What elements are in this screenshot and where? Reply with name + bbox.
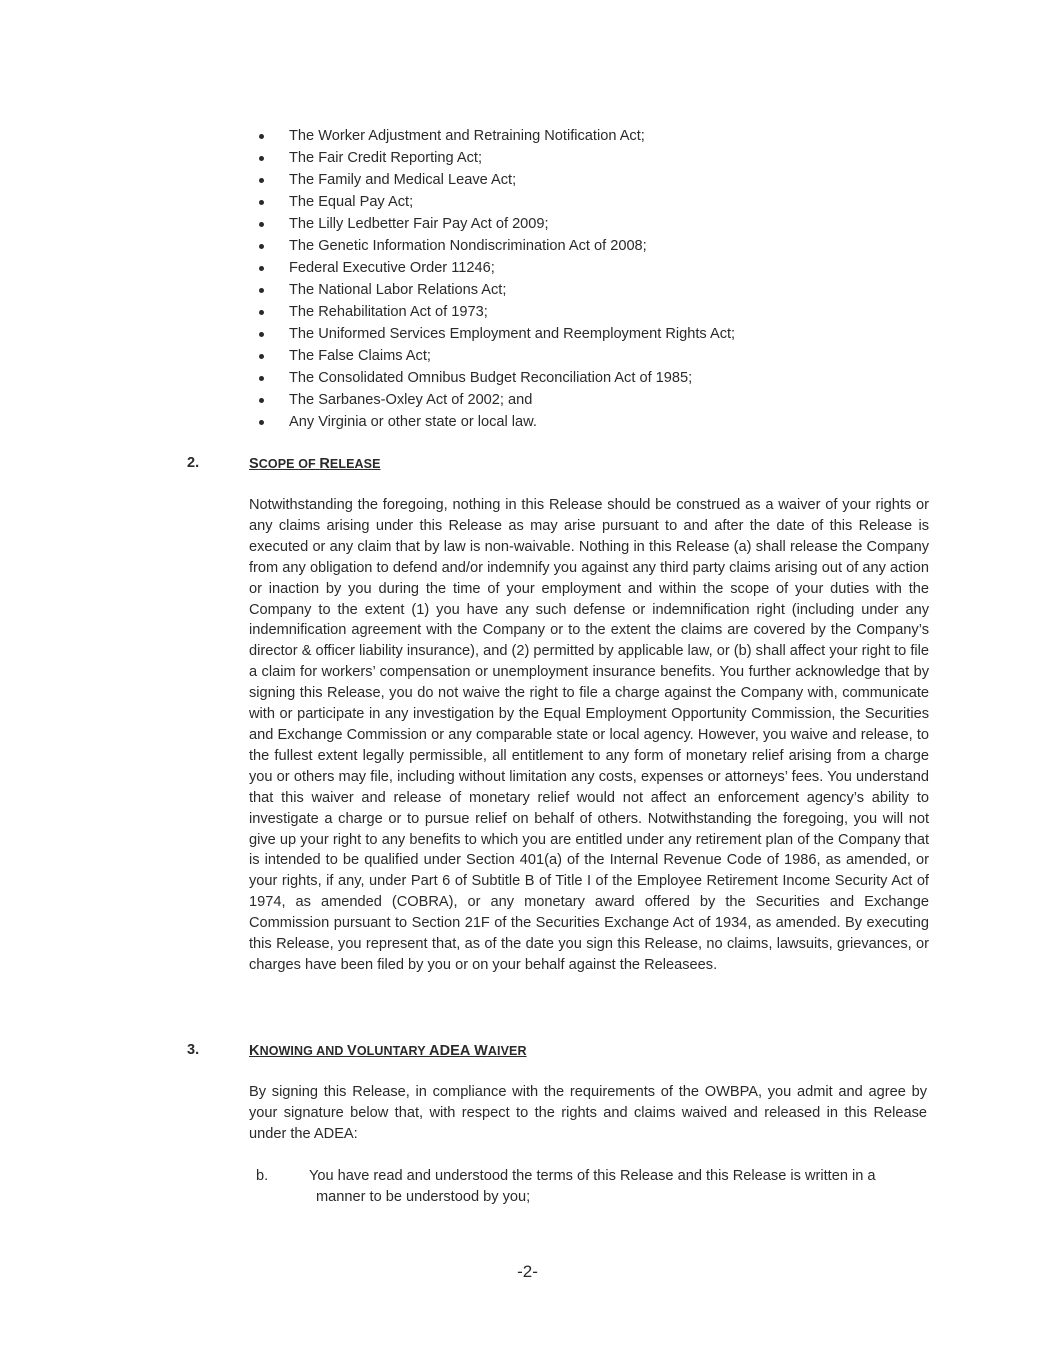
bullet-icon (259, 222, 264, 227)
bullet-icon (259, 332, 264, 337)
sub-item (256, 1166, 931, 1208)
section-heading: SCOPE OF RELEASE (249, 456, 381, 472)
list-item: The Lilly Ledbetter Fair Pay Act of 2009; (255, 213, 735, 235)
section-heading: KNOWING AND VOLUNTARY ADEA WAIVER (249, 1043, 527, 1059)
list-item: The Genetic Information Nondiscrimination Act of 2008; (255, 235, 735, 257)
list-item: The False Claims Act; (255, 345, 735, 367)
page-number: -2- (517, 1262, 538, 1281)
list-item: The Consolidated Omnibus Budget Reconciliation Act of 1985; (255, 367, 735, 389)
bullet-icon (259, 288, 264, 293)
list-item: The Family and Medical Leave Act; (255, 169, 735, 191)
section-number: 2. (187, 455, 200, 471)
list-item: The Sarbanes-Oxley Act of 2002; and (255, 389, 735, 411)
bullet-icon (259, 310, 264, 315)
sub-item-letter: b. (256, 1168, 269, 1184)
list-item: The Equal Pay Act; (255, 191, 735, 213)
bullet-icon (259, 376, 264, 381)
bullet-icon (259, 266, 264, 271)
bullet-icon (259, 178, 264, 183)
list-item: The Rehabilitation Act of 1973; (255, 301, 735, 323)
list-item: The Fair Credit Reporting Act; (255, 147, 735, 169)
section-number: 3. (187, 1042, 200, 1058)
section-body: Notwithstanding the foregoing, nothing in this Release should be construed as a waiver of your rights or any claims arising under this Release as may arise pursuant to and after the date of this Release is executed or any claim that by law is non-waivable. Nothing in this Release (a) shall release the Company from any obligation to defend and/or indemnify you against any third party claims arising out of any action or inaction by you during the time of your employment and within the scope of your duties with the Company to the extent (1) you have any such defense or indemnification right (including under any indemnification agreement with the Company or to the extent the claims are covered by the Company’s director & officer liability insurance), and (2) permitted by applicable law, or (b) shall affect your right to file a claim for workers’ compensation or unemployment insurance benefits. You further acknowledge that by signing this Release, you do not waive the right to file a charge against the Company with, communicate with or participate in any investigation by the Equal Employment Opportunity Commission, the Securities and Exchange Commission or any comparable state or local agency. However, you waive and release, to the fullest extent legally permissible, all entitlement to any form of monetary relief arising from a charge you or others may file, including without limitation any costs, expenses or attorneys’ fees. You understand that this waiver and release of monetary relief would not affect an enforcement agency’s ability to investigate a charge or to pursue relief on behalf of others. Notwithstanding the foregoing, you will not give up your right to any benefits to which you are entitled under any retirement plan of the Company that is intended to be qualified under Section 401(a) of the Internal Revenue Code of 1986, as amended, or your rights, if any, under Part 6 of Subtitle B of Title I of the Employee Retirement Income Security Act of 1974, as amended (COBRA), or any monetary award offered by the Securities and Exchange Commission pursuant to Section 21F of the Securities Exchange Act of 1934, as amended. By executing this Release, you represent that, as of the date you sign this Release, no claims, lawsuits, grievances, or charges have been filed by you or on your behalf against the Releasees. (249, 497, 930, 973)
list-item: The Uniformed Services Employment and Reemployment Rights Act; (255, 323, 735, 345)
bullet-icon (259, 244, 264, 249)
list-item: The National Labor Relations Act; (255, 279, 735, 301)
section-body: By signing this Release, in compliance with the requirements of the OWBPA, you admit and agree by your signature below that, with respect to the rights and claims waived and released in this Release under the ADEA: (249, 1084, 927, 1142)
bullet-icon (259, 420, 264, 425)
sub-item-text: You have read and understood the terms of this Release and this Release is written in a manner to be understood by you; (309, 1168, 876, 1205)
bullet-icon (259, 200, 264, 205)
list-item: Federal Executive Order 11246; (255, 257, 735, 279)
statute-bullet-list (255, 125, 735, 433)
list-item: The Worker Adjustment and Retraining Notification Act; (255, 125, 735, 147)
list-item: Any Virginia or other state or local law. (255, 411, 735, 433)
bullet-icon (259, 134, 264, 139)
bullet-icon (259, 398, 264, 403)
bullet-icon (259, 354, 264, 359)
bullet-icon (259, 156, 264, 161)
